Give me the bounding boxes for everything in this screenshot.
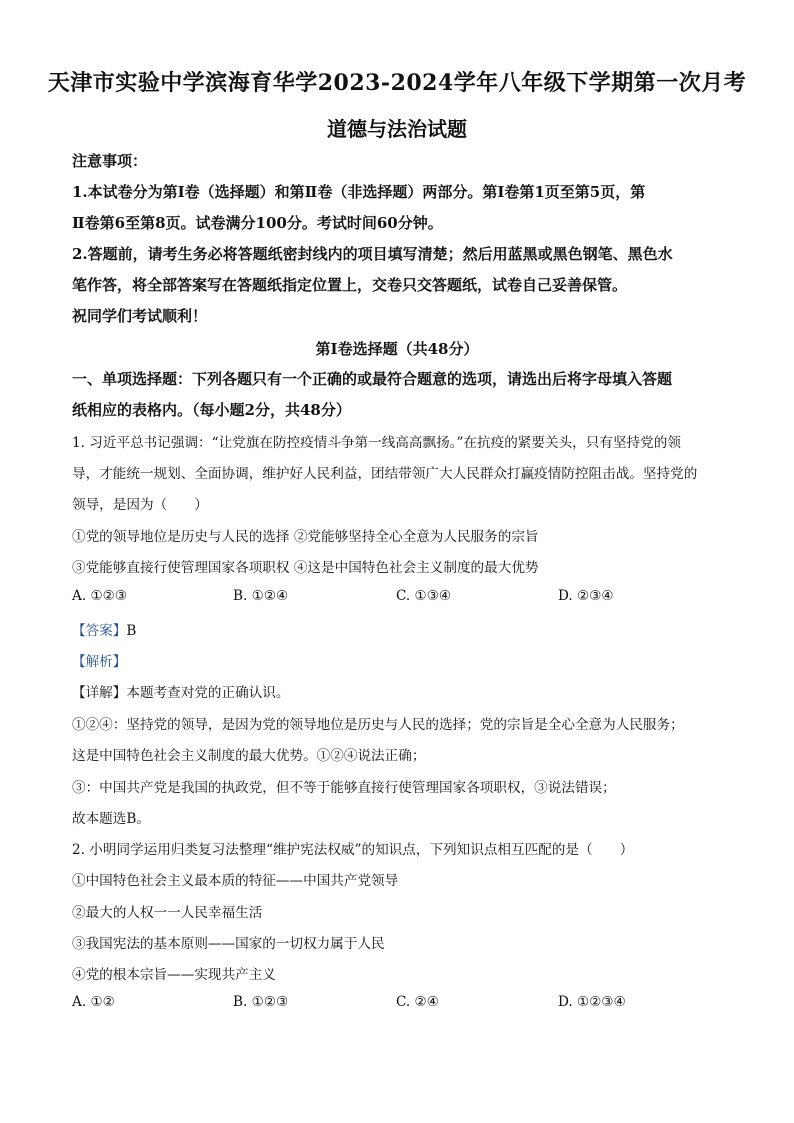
q1-explanation-line-4: 故本题选B。 [72,811,150,827]
q1-statements-line-2: ③党能够直接行使管理国家各项职权 ④这是中国特色社会主义制度的最大优势 [72,560,539,576]
q1-option-d: D. ②③④ [558,588,614,604]
exam-title: 天津市实验中学滨海育华学2023-2024学年八年级下学期第一次月考 [47,70,747,96]
q2-option-b: B. ①②③ [233,994,289,1010]
q2-stem: 2. 小明同学运用归类复习法整理“维护宪法权威”的知识点，下列知识点相互匹配的是（ ） [72,842,634,858]
notice-item-2-line-2: 笔作答，将全部答案写在答题纸指定位置上，交卷只交答题纸，试卷自己妥善保管。 [72,276,628,294]
analysis-tag: 【解析】 [72,654,127,670]
exam-subtitle: 道德与法治试题 [327,117,467,141]
q1-statements-line-1: ①党的领导地位是历史与人民的选择 ②党能够坚持全心全意为人民服务的宗旨 [72,529,539,545]
q2-option-a: A. ①② [72,994,115,1010]
answer-tag: 【答案】 [72,623,127,639]
q1-option-c: C. ①③④ [396,588,452,604]
notice-heading: 注意事项： [72,152,148,170]
q2-item-4: ④党的根本宗旨——实现共产主义 [72,967,276,983]
q1-stem-line-2: 导，才能统一规划、全面协调，维护好人民利益，团结带领广大人民群众打赢疫情防控阻击战。坚持党的 [72,466,698,482]
q1-explanation-line-3: ③：中国共产党是我国的执政党，但不等于能够直接行使管理国家各项职权，③说法错误； [72,780,616,796]
notice-item-2-line-1: 2.答题前，请考生务必将答题纸密封线内的项目填写清楚；然后用蓝黑或黑色钢笔、黑色水 [72,245,673,263]
q2-option-d: D. ①②③④ [558,994,626,1010]
detail-tag: 【详解】 [72,685,127,701]
notice-wish: 祝同学们考试顺利！ [72,307,208,325]
detail-text: 本题考查对党的正确认识。 [126,685,290,701]
answer-value: B [126,623,137,639]
q2-item-3: ③我国宪法的基本原则——国家的一切权力属于人民 [72,936,385,952]
section-instruction-line-1: 一、单项选择题：下列各题只有一个正确的或最符合题意的选项，请选出后将字母填入答题 [72,370,673,388]
q1-explanation-line-1: ①②④：坚持党的领导，是因为党的领导地位是历史与人民的选择；党的宗旨是全心全意为人民服务； [72,717,684,733]
notice-item-1-line-1: 1.本试卷分为第Ⅰ卷（选择题）和第Ⅱ卷（非选择题）两部分。第Ⅰ卷第1页至第5页，第 [72,183,646,201]
q1-answer [72,619,136,639]
q1-option-b: B. ①②④ [233,588,289,604]
q2-item-1: ①中国特色社会主义最本质的特征——中国共产党领导 [72,873,399,889]
notice-item-1-line-2: Ⅱ卷第6至第8页。试卷满分100分。考试时间60分钟。 [72,214,443,232]
q2-option-c: C. ②④ [396,994,439,1010]
q2-item-2: ②最大的人权一一人民幸福生活 [72,905,263,921]
q1-explanation-line-2: 这是中国特色社会主义制度的最大优势。①②④说法正确； [72,748,426,764]
q1-stem-line-3: 领导，是因为（ ） [72,497,208,513]
q1-option-a: A. ①②③ [72,588,128,604]
q1-stem-line-1: 1. 习近平总书记强调：“让党旗在防控疫情斗争第一线高高飘扬。”在抗疫的紧要关头，只有坚持党的领 [72,435,681,451]
q1-detail [72,681,290,701]
section-title: 第Ⅰ卷选择题（共48分） [315,340,479,358]
section-instruction-line-2: 纸相应的表格内。（每小题2分，共48分） [72,401,351,419]
